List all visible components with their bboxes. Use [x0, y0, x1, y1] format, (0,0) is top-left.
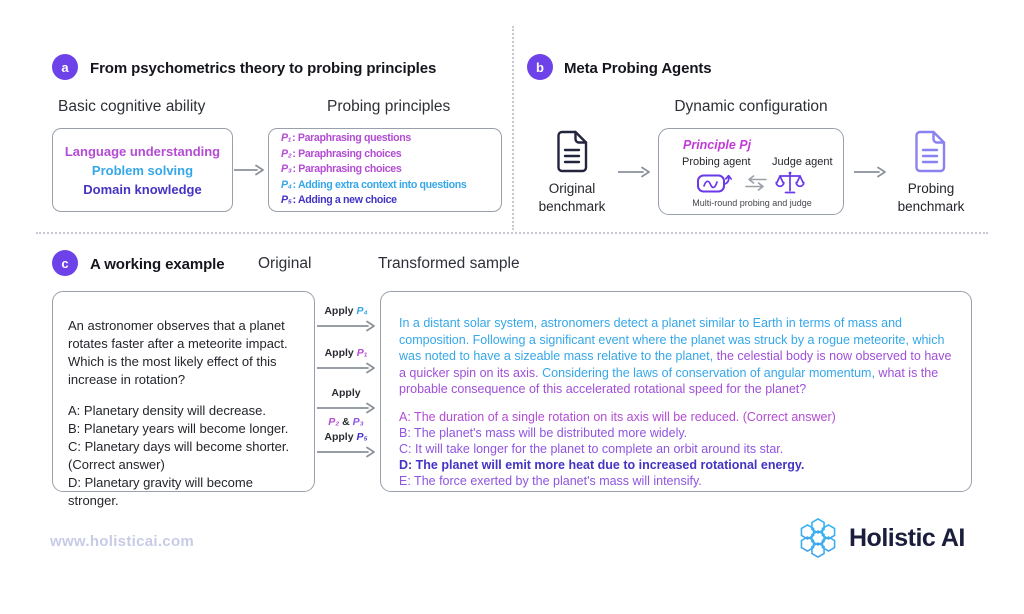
original-choice-d: D: Planetary gravity will become stronger. [68, 475, 253, 508]
p3-tag: P₃ [352, 416, 364, 428]
ability-domain-knowledge: Domain knowledge [83, 181, 202, 197]
question-segment-4: what is the probable consequence of this accelerated rotational speed for the planet? [399, 365, 939, 396]
website-url: www.holisticai.com [50, 533, 195, 550]
horizontal-divider [36, 232, 988, 234]
principle-p3-text: : Paraphrasing choices [292, 163, 402, 176]
p5-tag: P₅ [356, 431, 368, 443]
heading-transformed-sample: Transformed sample [378, 255, 520, 272]
arrow-right-icon [317, 320, 375, 332]
heading-dynamic-configuration: Dynamic configuration [674, 98, 828, 115]
ampersand: & [339, 416, 353, 428]
principle-p1-text: : Paraphrasing questions [292, 132, 411, 145]
transformed-choice-e: E: The force exerted by the planet's mass will intensify. [399, 473, 702, 488]
p4-tag: P₄ [356, 305, 368, 317]
probing-benchmark-document-icon [914, 130, 946, 173]
apply-word: Apply [324, 305, 357, 317]
principle-pj-label: Principle Pj [683, 138, 752, 152]
basic-abilities-box [52, 128, 233, 212]
brand-name: Holistic AI [849, 524, 965, 552]
original-choice-c: C: Planetary days will become shorter. (Correct answer) [68, 439, 290, 472]
vertical-divider [512, 26, 514, 230]
apply-word: Apply [324, 347, 357, 359]
probing-principles-box [268, 128, 502, 212]
arrow-right-icon [234, 164, 264, 176]
judge-agent-label: Judge agent [772, 156, 833, 168]
transformed-choice-d: D: The planet will emit more heat due to increased rotational energy. [399, 457, 805, 472]
principle-p4-text: : Adding extra context into questions [292, 178, 467, 191]
panel-a-title: From psychometrics theory to probing principles [90, 60, 437, 77]
original-benchmark-label: Original benchmark [538, 181, 606, 214]
apply-word: Apply [324, 431, 357, 443]
apply-p4-label [317, 305, 375, 317]
holistic-ai-logo-icon [793, 511, 843, 565]
question-segment-1: In a distant solar system, astronomers detect a planet similar to Earth in terms of mass and composition. Following a significant event where the planet was struck by a rogue meteorite, which was noted to have a sizeable mass relative to the planet, [399, 316, 945, 363]
principle-p5-prefix: P₅ [281, 194, 292, 207]
principle-p4-prefix: P₄ [281, 178, 292, 191]
apply-p2p3-label-bottom [317, 416, 375, 428]
apply-word: Apply [331, 387, 361, 399]
transformed-sample-box [380, 291, 972, 492]
judge-agent-scales-icon [775, 169, 805, 197]
heading-basic-cognitive-ability: Basic cognitive ability [58, 98, 206, 115]
p2-tag: P₂ [328, 416, 340, 428]
p1-tag: P₁ [356, 347, 368, 359]
badge-c: c [52, 250, 78, 276]
principle-p5 [281, 193, 501, 209]
principle-p3 [281, 162, 501, 178]
transformed-choice-a: A: The duration of a single rotation on its axis will be reduced. (Correct answer) [399, 409, 836, 424]
principle-p2-prefix: P₂ [281, 147, 292, 160]
question-segment-3: Considering the laws of conservation of angular momentum, [542, 365, 879, 380]
panel-c-title: A working example [90, 256, 225, 273]
arrow-right-icon [854, 166, 886, 178]
transformed-choice-b: B: The planet's mass will be distributed more widely. [399, 425, 688, 440]
probing-agent-label: Probing agent [682, 156, 751, 168]
probing-agent-icon [695, 170, 733, 196]
badge-a: a [52, 54, 78, 80]
multi-round-caption: Multi-round probing and judge [692, 198, 812, 208]
principle-p1-prefix: P₁ [281, 132, 292, 145]
principle-p4 [281, 178, 501, 194]
ability-problem-solving: Problem solving [91, 162, 194, 178]
arrow-right-icon [317, 402, 375, 414]
principle-p1 [281, 131, 501, 147]
principle-p2 [281, 147, 501, 163]
apply-p5-label [317, 431, 375, 443]
principle-p3-prefix: P₃ [281, 163, 292, 176]
heading-original: Original [258, 255, 312, 272]
original-question-box [52, 291, 315, 508]
original-benchmark-document-icon [556, 130, 588, 173]
probing-benchmark-label: Probing benchmark [897, 181, 965, 214]
question-segment-2: the celestial body is now observed to have a quicker spin on its axis. [399, 349, 952, 380]
arrow-right-icon [618, 166, 650, 178]
original-choice-a: A: Planetary density will decrease. [68, 403, 266, 418]
transformed-choice-c: C: It will take longer for the planet to complete an orbit around its star. [399, 441, 784, 456]
apply-p1-label [317, 347, 375, 359]
ability-language-understanding: Language understanding [64, 143, 221, 159]
apply-p2p3-label-top [317, 387, 375, 399]
original-choice-b: B: Planetary years will become longer. [68, 421, 289, 436]
exchange-arrows-icon [745, 175, 767, 191]
badge-b: b [527, 54, 553, 80]
transformed-question-text [399, 315, 953, 398]
principle-p5-text: : Adding a new choice [292, 194, 397, 207]
original-question-text: An astronomer observes that a planet rotates faster after a meteorite impact. Which is the most likely effect of this increase in rotation? [68, 318, 288, 387]
dynamic-configuration-box [658, 128, 844, 215]
arrow-right-icon [317, 446, 375, 458]
arrow-right-icon [317, 362, 375, 374]
panel-b-title: Meta Probing Agents [564, 60, 712, 77]
heading-probing-principles: Probing principles [327, 98, 451, 115]
principle-p2-text: : Paraphrasing choices [292, 147, 402, 160]
